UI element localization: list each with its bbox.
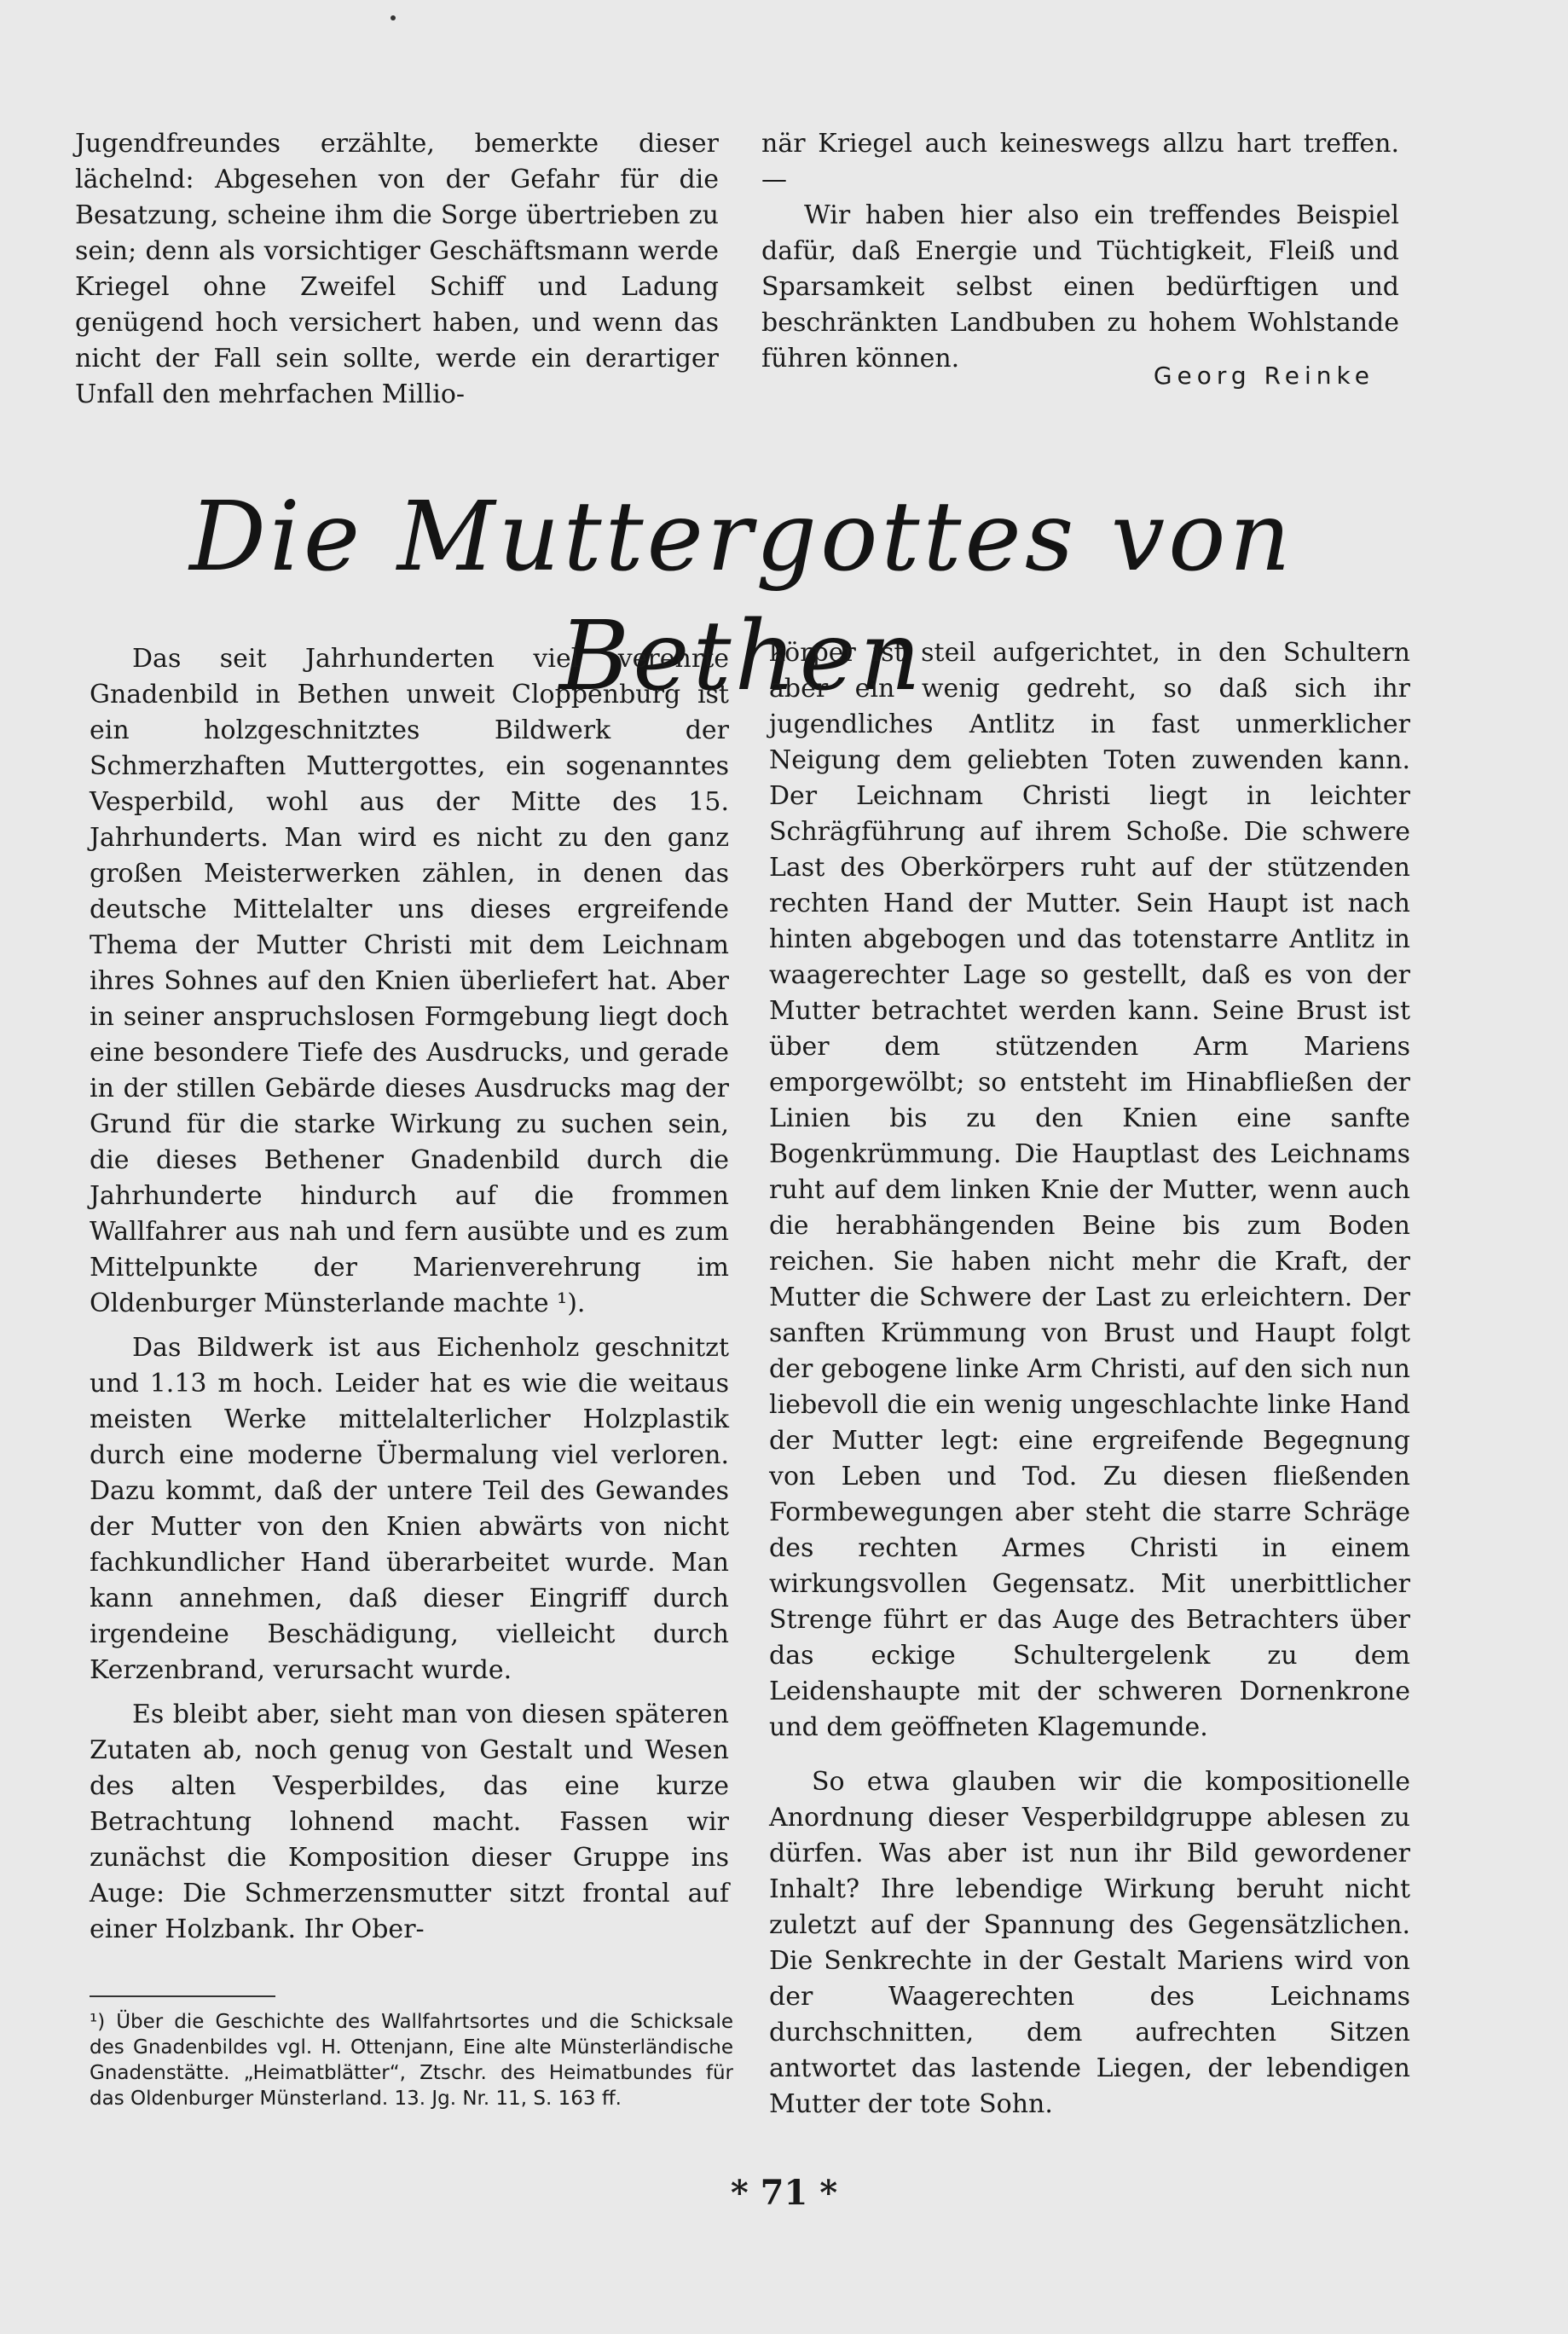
page-number: * 71 *	[730, 2173, 838, 2213]
article-paragraph: So etwa glauben wir die kompositionelle Anordnung dieser Vesperbildgruppe ablesen zu dürfen. Was aber ist nun ihr Bild gewordener Inhalt? Ihre lebendige Wirkung beruht nicht zuletzt auf der Spannung des Gegensätzlichen. Die Senkrechte in der Gestalt Mariens wird von der Waagerechten des Leichnams durchschnitten, dem aufrechten Sitzen antwortet das lastende Liegen, der lebendigen Mutter der tote Sohn.	[769, 1767, 1410, 2119]
footnote-divider	[90, 1995, 275, 1997]
article-paragraph: Das Bildwerk ist aus Eichenholz geschnitzt und 1.13 m hoch. Leider hat es wie die weitaus meisten Werke mittelalterlicher Holzplastik durch eine moderne Übermalung viel verloren. Dazu kommt, daß der untere Teil des Gewandes der Mutter von den Knien abwärts von nicht fachkundlicher Hand überarbeitet wurde. Man kann annehmen, daß dieser Eingriff durch irgendeine Beschädigung, vielleicht durch Kerzenbrand, verursacht wurde.	[90, 1333, 729, 1685]
previous-article-left-column	[75, 126, 719, 413]
article-paragraph: Das seit Jahrhunderten viel verehrte Gnadenbild in Bethen unweit Cloppenburg ist ein holzgeschnitztes Bildwerk der Schmerzhaften Muttergottes, ein sogenanntes Vesperbild, wohl aus der Mitte des 15. Jahrhunderts. Man wird es nicht zu den ganz großen Meisterwerken zählen, in denen das deutsche Mittelalter uns dieses ergreifende Thema der Mutter Christi mit dem Leichnam ihres Sohnes auf den Knien überliefert hat. Aber in seiner anspruchslosen Formgebung liegt doch eine besondere Tiefe des Ausdrucks, und gerade in der stillen Gebärde dieses Ausdrucks mag der Grund für die starke Wirkung zu suchen sein, die dieses Bethener Gnadenbild durch die Jahrhunderte hindurch auf die frommen Wallfahrer aus nah und fern ausübte und es zum Mittelpunkte der Marienverehrung im Oldenburger Münsterlande machte ¹).	[90, 644, 729, 1318]
previous-article-text: Jugendfreundes erzählte, bemerkte dieser lächelnd: Abgesehen von der Gefahr für die Besatzung, scheine ihm die Sorge übertrieben zu sein; denn als vorsichtiger Geschäftsmann werde Kriegel ohne Zweifel Schiff und Ladung genügend hoch versichert haben, und wenn das nicht der Fall sein sollte, werde ein derartiger Unfall den mehrfachen Millio-	[75, 129, 719, 409]
article-paragraph: körper ist steil aufgerichtet, in den Schultern aber ein wenig gedreht, so daß sich ihr jugendliches Antlitz in fast unmerklicher Neigung dem geliebten Toten zuwenden kann. Der Leichnam Christi liegt in leichter Schrägführung auf ihrem Schoße. Die schwere Last des Oberkörpers ruht auf der stützenden rechten Hand der Mutter. Sein Haupt ist nach hinten abgebogen und das totenstarre Antlitz in waagerechter Lage so gestellt, daß es von der Mutter betrachtet werden kann. Seine Brust ist über dem stützenden Arm Mariens emporgewölbt; so entsteht im Hinabfließen der Linien bis zu den Knien eine sanfte Bogenkrümmung. Die Hauptlast des Leichnams ruht auf dem linken Knie der Mutter, wenn auch die herabhängenden Beine bis zum Boden reichen. Sie haben nicht mehr die Kraft, der Mutter die Schwere der Last zu erleichtern. Der sanften Krümmung von Brust und Haupt folgt der gebogene linke Arm Christi, auf den sich nun liebevoll die ein wenig ungeschlachte linke Hand der Mutter legt: eine ergreifende Begegnung von Leben und Tod. Zu diesen fließenden Formbewegungen aber steht die starre Schräge des rechten Armes Christi in einem wirkungsvollen Gegensatz. Mit unerbittlicher Strenge führt er das Auge des Betrachters über das eckige Schultergelenk zu dem Leidenshaupte mit der schweren Dornenkrone und dem geöffneten Klagemunde.	[769, 638, 1410, 1742]
article-right-column	[769, 635, 1410, 2123]
previous-article-right-column	[761, 126, 1399, 377]
scan-speck	[391, 15, 396, 20]
article-paragraph: Es bleibt aber, sieht man von diesen späteren Zutaten ab, noch genug von Gestalt und Wesen des alten Vesperbildes, das eine kurze Betrachtung lohnend macht. Fassen wir zunächst die Komposition dieser Gruppe ins Auge: Die Schmerzensmutter sitzt frontal auf einer Holzbank. Ihr Ober-	[90, 1700, 729, 1944]
footnote: ¹) Über die Geschichte des Wallfahrtsortes und die Schicksale des Gnadenbildes vgl. H. Ottenjann, Eine alte Münsterländische Gnadenstätte. „Heimatblätter“, Ztschr. des Heimatbundes für das Oldenburger Münsterland. 13. Jg. Nr. 11, S. 163 ff.	[90, 2011, 733, 2110]
previous-article-paragraph: när Kriegel auch keineswegs allzu hart treffen. —	[761, 129, 1399, 194]
author-byline: Georg Reinke	[1153, 362, 1374, 390]
previous-article-paragraph: Wir haben hier also ein treffendes Beispiel dafür, daß Energie und Tüchtigkeit, Fleiß und Sparsamkeit selbst einen bedürftigen und beschränkten Landbuben zu hohem Wohlstande führen können.	[761, 200, 1399, 374]
article-left-column	[90, 641, 729, 1948]
article-title: Die Muttergottes von Bethen	[189, 482, 1294, 712]
